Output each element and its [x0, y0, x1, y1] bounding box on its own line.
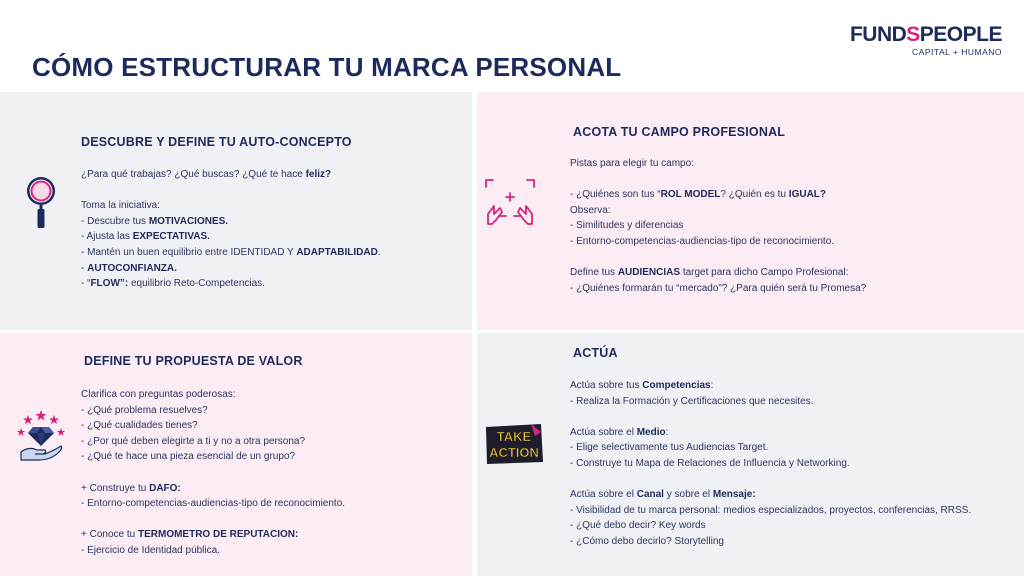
panel-auto-concepto: [0, 92, 472, 330]
logo-tagline: CAPITAL + HUMANO: [912, 47, 1002, 57]
frame-hands-icon: [482, 176, 538, 232]
panel-campo-profesional: [477, 92, 1024, 330]
take-action-text-2: ACTION: [489, 445, 539, 460]
list-item: - ¿Cómo debo decirlo? Storytelling: [570, 535, 724, 547]
text-line: + Conoce tu TERMOMETRO DE REPUTACION:: [81, 529, 299, 541]
logo-wordmark: FUNDSPEOPLE: [849, 23, 1002, 46]
take-action-icon: [483, 422, 545, 466]
panel-title: DEFINE TU PROPUESTA DE VALOR: [84, 354, 303, 368]
list-item: - ¿Por qué deben elegirte a ti y no a otra persona?: [81, 435, 306, 447]
panel-title: ACTÚA: [573, 346, 618, 360]
list-item: - Entorno-competencias-audiencias-tipo de reconocimiento.: [570, 235, 835, 247]
panel-title: ACOTA TU CAMPO PROFESIONAL: [573, 125, 786, 139]
list-item: - Ejercicio de Identidad pública.: [81, 544, 220, 556]
panel-body: [81, 167, 381, 292]
text-line: Actúa sobre el Canal y sobre el Mensaje:: [570, 489, 756, 501]
list-item: - Entorno-competencias-audiencias-tipo de reconocimiento.: [81, 498, 346, 510]
list-item: - ¿Quiénes formarán tu “mercado”? ¿Para quién será tu Promesa?: [570, 282, 867, 294]
panel-title: DESCUBRE Y DEFINE TU AUTO-CONCEPTO: [81, 135, 352, 149]
list-item: - Visibilidad de tu marca personal: medios especializados, proyectos, conferencias, RRSS.: [570, 504, 972, 516]
list-item: - Similitudes y diferencias: [570, 220, 684, 232]
list-item: - “FLOW”: equilibrio Reto-Competencias.: [81, 278, 265, 290]
diamond-stars-icon: [15, 408, 67, 464]
list-item: - ¿Qué te hace una pieza esencial de un grupo?: [81, 451, 296, 463]
panel-actua: [477, 333, 1024, 576]
text-line: Observa:: [570, 204, 611, 216]
text-line: Clarifica con preguntas poderosas:: [81, 389, 236, 400]
take-action-text-1: TAKE: [496, 429, 532, 444]
text-line: + Construye tu DAFO:: [81, 482, 181, 494]
list-item: - Construye tu Mapa de Relaciones de Influencia y Networking.: [570, 457, 850, 469]
list-item: - Ajusta las EXPECTATIVAS.: [81, 231, 210, 243]
list-item: - ¿Qué cualidades tienes?: [81, 420, 198, 432]
panel-body: [81, 387, 345, 559]
page-title: CÓMO ESTRUCTURAR TU MARCA PERSONAL: [32, 52, 622, 82]
text-line: Pistas para elegir tu campo:: [570, 158, 694, 169]
text-line: ¿Para qué trabajas? ¿Qué buscas? ¿Qué te hace feliz?: [81, 169, 332, 180]
list-item: - Descubre tus MOTIVACIONES.: [81, 215, 229, 227]
list-item: - AUTOCONFIANZA.: [81, 262, 177, 274]
list-item: - Elige selectivamente tus Audiencias Target.: [570, 442, 769, 454]
panel-body: [570, 378, 971, 550]
text-line: Actúa sobre tus Competencias:: [570, 380, 714, 391]
magnifier-icon: [22, 174, 62, 230]
list-item: - ¿Quiénes son tus “ROL MODEL? ¿Quién es tu IGUAL?: [570, 189, 827, 201]
list-item: - ¿Qué problema resuelves?: [81, 404, 208, 416]
list-item: - ¿Qué debo decir? Key words: [570, 520, 706, 532]
text-line: Define tus AUDIENCIAS target para dicho Campo Profesional:: [570, 267, 849, 279]
panel-body: [570, 156, 866, 296]
fundspeople-logo: [850, 24, 1002, 57]
text-line: Actúa sobre el Medio:: [570, 426, 669, 438]
list-item: - Mantén un buen equilibrio entre IDENTIDAD Y ADAPTABILIDAD.: [81, 246, 381, 258]
text-line: Toma la iniciativa:: [81, 200, 160, 212]
list-item: - Realiza la Formación y Certificaciones que necesites.: [570, 395, 814, 407]
panel-propuesta-valor: [0, 333, 472, 576]
